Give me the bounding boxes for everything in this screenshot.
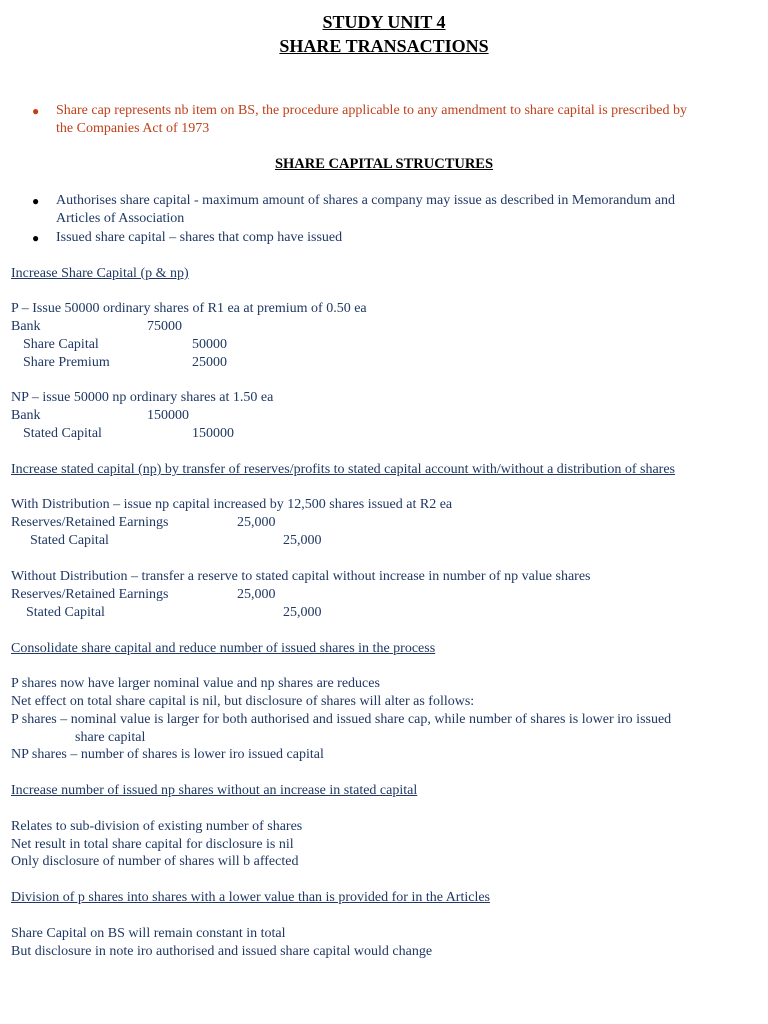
journal-label: Stated Capital [30, 533, 109, 548]
journal-credit: 50000 [192, 337, 227, 352]
consolidate-line: share capital [75, 730, 146, 745]
consolidate-line: P shares now have larger nominal value and np shares are reduces [11, 676, 380, 691]
division-heading: Division of p shares into shares with a lower value than is provided for in the Articles [11, 890, 491, 905]
journal-label: Stated Capital [26, 605, 105, 620]
journal-label: Share Premium [23, 355, 110, 370]
structures-bullet-2: Issued share capital – shares that comp have issued [56, 230, 343, 245]
journal-label: Share Capital [23, 337, 99, 352]
journal-credit: 150000 [192, 426, 234, 441]
intro-bullet-line-1: Share cap represents nb item on BS, the procedure applicable to any amendment to share capital is prescribed by [56, 103, 687, 118]
subdivision-heading: Increase number of issued np shares without an increase in stated capital [11, 783, 418, 798]
journal-label: Reserves/Retained Earnings [11, 587, 169, 602]
journal-debit: 25,000 [237, 515, 276, 530]
np-issue-desc: NP – issue 50000 np ordinary shares at 1.50 ea [11, 390, 274, 405]
increase-heading: Increase Share Capital (p & np) [11, 266, 189, 281]
consolidate-line: P shares – nominal value is larger for both authorised and issued share cap, while number of shares is lower iro issued [11, 712, 672, 727]
consolidate-line: Net effect on total share capital is nil, but disclosure of shares will alter as follows: [11, 694, 475, 709]
journal-debit: 150000 [147, 408, 189, 423]
journal-credit: 25,000 [283, 605, 322, 620]
p-issue-desc: P – Issue 50000 ordinary shares of R1 ea at premium of 0.50 ea [11, 301, 367, 316]
journal-debit: 75000 [147, 319, 182, 334]
journal-credit: 25,000 [283, 533, 322, 548]
with-dist-desc: With Distribution – issue np capital increased by 12,500 shares issued at R2 ea [11, 497, 453, 512]
title-line-2: SHARE TRANSACTIONS [279, 36, 489, 56]
subdivision-line: Relates to sub-division of existing number of shares [11, 819, 303, 834]
division-line: But disclosure in note iro authorised and issued share capital would change [11, 944, 433, 959]
without-dist-desc: Without Distribution – transfer a reserve to stated capital without increase in number of np value shares [11, 569, 591, 584]
division-line: Share Capital on BS will remain constant in total [11, 926, 286, 941]
consolidate-line: NP shares – number of shares is lower iro issued capital [11, 747, 324, 762]
journal-label: Bank [11, 408, 41, 423]
stated-heading: Increase stated capital (np) by transfer of reserves/profits to stated capital account with/without a distribution of shares [11, 462, 676, 477]
structures-bullet-1-line-2: Articles of Association [56, 211, 185, 226]
intro-bullet-line-2: the Companies Act of 1973 [56, 121, 210, 136]
journal-label: Stated Capital [23, 426, 102, 441]
bullet-icon: ● [32, 104, 40, 118]
structures-heading: SHARE CAPITAL STRUCTURES [274, 156, 494, 172]
subdivision-line: Net result in total share capital for disclosure is nil [11, 837, 294, 852]
consolidate-heading: Consolidate share capital and reduce number of issued shares in the process [11, 641, 436, 656]
title-line-1: STUDY UNIT 4 [322, 12, 446, 32]
journal-credit: 25000 [192, 355, 227, 370]
journal-label: Bank [11, 319, 41, 334]
structures-bullet-1-line-1: Authorises share capital - maximum amount of shares a company may issue as described in Memorandum and [56, 193, 675, 208]
bullet-icon: ● [32, 231, 40, 245]
bullet-icon: ● [32, 194, 40, 208]
journal-debit: 25,000 [237, 587, 276, 602]
journal-label: Reserves/Retained Earnings [11, 515, 169, 530]
subdivision-line: Only disclosure of number of shares will b affected [11, 854, 299, 869]
